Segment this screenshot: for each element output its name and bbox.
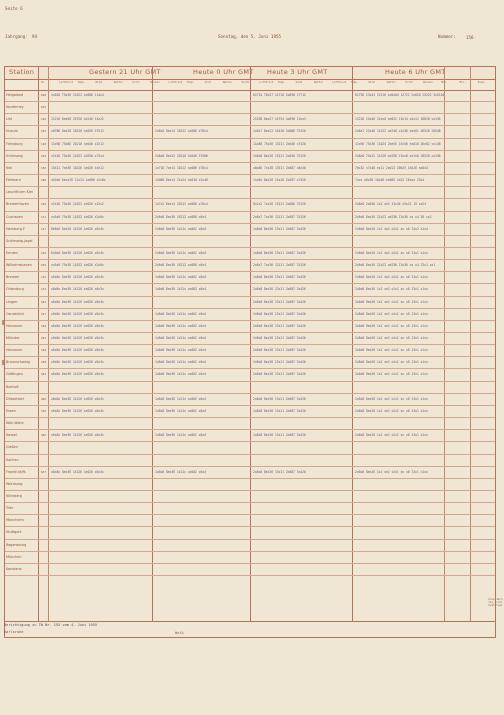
table-row [5, 539, 495, 552]
station-name: Husum [6, 129, 18, 134]
station-name: Mannheim [6, 518, 24, 523]
table-row [5, 150, 495, 163]
heute0-heading: Heute 0 Uhr GMT [193, 68, 254, 76]
station-number: 338 [41, 323, 47, 328]
table-row [5, 162, 495, 175]
station-name: Düsseldorf [6, 396, 25, 401]
table-row [5, 454, 495, 467]
heute3-values: 2x8x8 8ex36 13x11 2x087 3x426 [253, 433, 306, 438]
gestern-values: 11x98 75x86 20218 ie046 x2512 [51, 141, 104, 146]
station-name: Lingen [6, 299, 18, 304]
table-row [5, 429, 495, 442]
table-row [5, 113, 495, 126]
station-number: 133 [41, 287, 47, 292]
station-number: 028 [41, 93, 47, 97]
heute0-values: 2x8x8 8ex36 16212 xx086 x6x4 [155, 214, 206, 219]
station-name: Kassel [6, 433, 17, 438]
station-name: Leuchtturm Kiel [6, 190, 33, 195]
station-number: 410 [41, 408, 47, 413]
heute0-values: 1x8x8 8ex36 1x21x xx002 x6x4 [155, 372, 206, 377]
subheader-label: Luftdruck [59, 81, 74, 84]
station-name: Helgoland [6, 93, 24, 97]
heute0-values: 1x8x8 8ex36 1x21x xx002 x6x4 [155, 311, 206, 316]
station-number: 105 [41, 263, 47, 268]
heute0-values: 1x8x8 8ex36 1x21x xx002 x6x4 [155, 469, 206, 474]
station-name: Oldenburg [6, 287, 24, 292]
station-name: Braunschweig [6, 360, 30, 365]
table-row [5, 514, 495, 527]
station-name: Nürnberg [6, 494, 22, 499]
heute6-values: 2x8x8 8ex26 1x2 xe2 x2x1 xx x8 13x1 x1xx [355, 348, 428, 353]
heute3-values: 2x8x8 8ex36 13x11 2x087 3x426 [253, 360, 306, 365]
heute0-values: 1x8x8 8ex36 1x21x xx002 x6x4 [155, 360, 206, 365]
table-row [5, 235, 495, 248]
subheader-label: Luftdruck [168, 81, 183, 84]
gestern-values: x6x8x 8ex36 14126 ie026 x6x3x [51, 348, 104, 353]
heute6-values: 76x32 x7x40 ex11 2x012 20625 16x26 ax044 [355, 165, 428, 170]
gestern-values: x6x8x 8ex36 14126 ie026 x6x3x [51, 372, 104, 377]
subheader-label: Wind [204, 81, 212, 84]
table-row [5, 405, 495, 418]
gestern-values: 6e8x6 8ex26 14126 ie026 x6x3x [51, 226, 104, 231]
heute6-values: 11x90 75x36 11024 2xe55 15x50 ex010 26x62 xx146 [355, 141, 441, 146]
station-name: Hamburg-F [6, 226, 25, 231]
station-heading: Station [9, 68, 35, 76]
heute3-values: 2x8x8 8ex36 13x11 2x087 3x426 [253, 250, 306, 255]
table-row [5, 320, 495, 333]
station-name: Wilhelmshaven [6, 263, 32, 268]
heute3-values: 2x8x8 8ex36 13x11 2x087 3x426 [253, 299, 306, 304]
station-number: 400 [41, 396, 47, 401]
gestern-values: x0786 8ex28 10210 ie026 47512 [51, 129, 104, 134]
punch-mark [2, 320, 4, 325]
heute6-values: 2x8x8 8ex26 1x2 xe2 x2x1 xx x8 13x1 x1xx [355, 433, 428, 438]
station-number: 323 [41, 336, 47, 341]
subheader-label: Wetter [314, 81, 324, 84]
date-line: Sonntag, den 5. Juni 1955 [218, 34, 282, 39]
station-name: Münster [6, 336, 20, 341]
heute3-values: 01734 76x27 14710 2x098 17712 [253, 93, 306, 97]
gestern-values: x2x16 75x36 11022 x2050 x72x4 [51, 153, 104, 158]
heute6-values: 2x8x7 22x46 14122 xe248 x2x36 xex01 26520 26548 [355, 129, 441, 134]
heute0-values: 2x8x0 8ex14 10212 xx086 x76x4 [155, 129, 208, 134]
heute0-values: 2x8x8 8ex36 1x21x xx002 x6x4 [155, 226, 206, 231]
heute3-values: 2x8x8 8ex36 13x11 2x087 3x426 [253, 275, 306, 280]
gestern-values: x6x8x 8ex36 14126 ie026 x6x3x [51, 275, 104, 280]
observation-table [4, 89, 496, 622]
table-row [5, 332, 495, 345]
station-name: Aachen [6, 457, 19, 462]
subheader-label: Temp. [277, 81, 286, 84]
heute6-values: 01736 23x41 22116 ie0x04 12722 2x018 25222 3x5140 [355, 93, 445, 97]
table-row [5, 563, 495, 576]
station-name: Cuxhaven [6, 214, 23, 219]
heute3-values: x6x86 7xx38 13511 2x087 x8x36 [253, 165, 306, 170]
subheader-label: Sicht [241, 81, 249, 84]
heute3-values: 2x8x8 8ex36 13x11 2x087 3x426 [253, 226, 306, 231]
gestern-values: x2x16 75x36 11022 ie026 x12x2 [51, 202, 104, 207]
station-number: 162 [41, 153, 47, 158]
table-row [5, 198, 495, 211]
station-name: Konstanz [6, 566, 22, 571]
station-name: Köln-Wahn [6, 421, 24, 426]
heute0-values: 1x8x8 8ex36 1x21x xx002 x6x4 [155, 287, 206, 292]
station-number: 129 [41, 202, 47, 207]
heute3-values: 21338 8ex27 16734 4x098 13xx3 [253, 117, 306, 122]
station-name: Flensburg [6, 141, 23, 146]
station-name: Fehmarn [6, 178, 21, 183]
heute6-values: 2x8x8 8ex26 1x2 xe2 x2x1 xx x8 13x1 x1xx [355, 287, 428, 292]
subheader-label: Wind [95, 81, 102, 84]
gestern-values: x6x8x 8ex36 14126 ie026 x6x3x [51, 396, 104, 401]
station-number: 150 [41, 165, 47, 170]
heute3-values: 2x8x8 8ex36 13x11 2x087 3x426 [253, 396, 306, 401]
station-number: 131 [41, 214, 47, 219]
subheader-label: Wetter [223, 81, 233, 84]
nummer-value: 156 [466, 35, 474, 40]
subheader-label: Temp. [350, 81, 359, 84]
heute6-values: 2x8x8 8ex26 12x22 xe236 13x36 xx x4 26 xx2 [355, 214, 432, 219]
signature-mark: WetA [175, 631, 184, 635]
subheader-label: Luftdruck [259, 81, 274, 84]
side-note: Unverdäch- tig nicht bestätigt [488, 598, 504, 607]
heute3-values: 2x8x7 7xx36 13111 2x087 37426 [253, 214, 306, 219]
heute0-values: 1x7x2 8ex14 10212 xx086 x76x4 [155, 202, 208, 207]
table-row [5, 381, 495, 394]
table-row [5, 247, 495, 260]
subheader-label: Nr. [41, 81, 46, 84]
station-name: Göttingen [6, 372, 23, 377]
station-number: 348 [41, 360, 47, 365]
gestern-values: x6x8x 8ex36 14126 ie026 x6x3x [51, 287, 104, 292]
karlsruhe-line: Karlsruhe [4, 630, 24, 634]
station-number: 637 [41, 469, 47, 474]
station-name: Schleswig-Jagel [6, 238, 33, 243]
station-number: 444 [41, 372, 47, 377]
gestern-values: xx5x0 75x36 11022 ie026 x2x8x [51, 263, 104, 268]
heute3-values: 2x8x8 8ex36 13x11 2x087 3x426 [253, 408, 306, 413]
table-row [5, 502, 495, 515]
heute6-values: 2x8x8 75x22 14126 xe258 13xx8 xx2x8 18520 xx146 [355, 153, 441, 158]
heute6-values: 2x8x8 8ex26 1x2 xe2 x2x1 xx x8 13x1 x1xx [355, 396, 428, 401]
heute0-values: 1x8x8 8ex36 1x21x xx002 x6x4 [155, 275, 206, 280]
gestern-values: x6x8x 8ex36 14126 ie026 x6x3x [51, 336, 104, 341]
station-number: 102 [41, 250, 47, 255]
station-name: Schleswig [6, 153, 23, 158]
station-name: Emden [6, 250, 18, 255]
station-name: Stuttgart [6, 530, 22, 535]
heute6-values: 2x8x8 8ex26 1x2 xe2 x2x1 xx x8 13x1 x1xx [355, 323, 428, 328]
heute6-values: 2x8x0 2x046 1x2 xe2 13x34 x5x22 15 xx24 [355, 202, 426, 207]
heute6-values: 2x8x8 8ex26 1x2 xe2 x2x1 xx x8 13x1 x1xx [355, 372, 428, 377]
station-name: Essen [6, 408, 16, 413]
station-name: List [6, 117, 12, 122]
heute0-values: 1x8x8 8ex36 1x21x xx002 x6x4 [155, 408, 206, 413]
station-number: 110 [41, 141, 47, 146]
heute6-values: 2x8x8 8ex26 1x2 xe2 x2x1 xx x8 15x2 x1x4 [355, 226, 428, 231]
station-number: 317 [41, 311, 47, 316]
station-name: Regensburg [6, 542, 27, 547]
station-number: 338 [41, 348, 47, 353]
subheader-label: Temp. [77, 81, 86, 84]
gestern-values: 15411 7xe36 10226 ie026 4x512 [51, 165, 104, 170]
gestern-values: x6x8x 8ex36 14126 ie026 x6x3x [51, 360, 104, 365]
station-name: Trier [6, 506, 14, 511]
heute3-values: 2x8x8 8ex36 13x11 2x087 3x426 [253, 336, 306, 341]
station-number: 303 [41, 299, 47, 304]
heute3-values: 7xx8x 8ex26 14x10 2x087 x7426 [253, 178, 306, 183]
heute0-values: 2x8x8 8ex36 1x21x xx002 x6x4 [155, 250, 206, 255]
heute3-values: 2x8x8 8ex36 13x11 2x087 3x426 [253, 348, 306, 353]
gestern-values: x6x8x 8ex36 14126 ie026 x6x3x [51, 299, 104, 304]
gestern-values: xx018 75x36 11022 ie086 114x4 [51, 93, 104, 97]
heute0-values: 2x8x8 8ex22 10210 2x046 57506 [155, 153, 208, 158]
station-name: Bocholt [6, 384, 19, 389]
heute6-values: 2x8x8 8ex26 1x2 xe2 x2x1 xx x8 13x1 x1xx [355, 408, 428, 413]
subheader-label: Min. [459, 81, 466, 84]
gestern-values: 4x9x6 8exx26 11x24 ie086 x2x8x [51, 178, 106, 183]
station-number: 015 [41, 105, 47, 110]
gestern-values: x6x8x 8ex36 14126 ie026 x6x3x [51, 408, 104, 413]
station-name: Hannover [6, 323, 23, 328]
heute0-values: 1x8x8 8ex36 1x21x xx002 x6x4 [155, 336, 206, 341]
heute6-values: 2x8x8 8ex26 1x2 xe2 x2x1 xx x8 13x1 x1xx [355, 469, 428, 474]
heute6-heading: Heute 6 Uhr GMT [385, 68, 446, 76]
gestern-values: x6x8x 8ex36 14126 ie026 x6x3x [51, 433, 104, 438]
page-label: Seite 6 [5, 6, 23, 11]
gestern-values: 6x0x0 8ex36 14126 ie026 x6x3x [51, 250, 104, 255]
subheader-label: Wolken [150, 81, 160, 84]
gestern-values: 11216 8ex56 25726 xe246 14x22 [51, 117, 104, 122]
subheader-label: Nied. [477, 81, 486, 84]
heute3-values: 2x8x8 8ex36 13x11 2x087 3x426 [253, 323, 306, 328]
heute6-values: 2x8x8 8ex26 1x2 xe2 x2x1 xx x8 13x1 x1xx [355, 299, 428, 304]
punch-mark [2, 360, 4, 365]
subheader-label: Max. [441, 81, 448, 84]
heute0-values: 1x068 8ex14 11x24 xx010 x2x48 [155, 178, 208, 183]
gestern-values: xx5x0 75x36 11022 ie026 x2x8x [51, 214, 104, 219]
heute6-values: 2x8x8 8ex26 1x2 xe2 x2x1 xx x8 13x1 x1xx [355, 336, 428, 341]
heute0-values: 1x718 7xe14 10212 xx086 x76x4 [155, 165, 208, 170]
heute3-values: 2x8x7 8ex22 14410 2x086 37426 [253, 129, 306, 134]
table-row [5, 211, 495, 224]
jahrgang-value: 94 [32, 34, 38, 39]
station-name: Bremen [6, 275, 20, 280]
table-row [5, 138, 495, 151]
table-row [5, 466, 495, 479]
subheader-label: Wind [368, 81, 375, 84]
table-row [5, 344, 495, 357]
station-name: Frankfurt/M. [6, 469, 27, 474]
subheader-label: Sicht [132, 81, 140, 84]
heute6-values: 2x8x8 8ex26 1x2 xe2 x2x1 xx x8 13x1 x1xx [355, 250, 428, 255]
subheader-label: Luftdruck [332, 81, 347, 84]
heute3-values: 2x8x8 8ex36 13x11 2x087 3x426 [253, 469, 306, 474]
subheader-label: Sicht [405, 81, 413, 84]
subheader-label: Temp. [186, 81, 195, 84]
table-row [5, 478, 495, 491]
heute6-values: 2x8x8 8ex26 1x2 xe2 x2x1 xx x8 13x1 x1xx [355, 311, 428, 316]
station-number: 450 [41, 433, 47, 438]
heute6-values: 7xxx x8x36 10x46 ex085 2x22 18xxx 23x4 [355, 178, 425, 183]
station-name: Kiel [6, 165, 13, 170]
station-name: Bremerhaven [6, 202, 29, 207]
heute3-values: 2x8x8 8ex26 13111 2x046 37426 [253, 153, 306, 158]
gestern-values: x6x8x 8ex36 14126 ie026 x6x3x [51, 323, 104, 328]
station-name: Würzburg [6, 481, 23, 486]
heute3-values: 2x8x8 8ex36 13x11 2x087 3x426 [253, 287, 306, 292]
table-row [5, 283, 495, 296]
table-row [5, 417, 495, 430]
heute6-values: 2x8x8 8ex26 1x2 xe2 x2x1 xx x8 13x1 x1xx [355, 360, 428, 365]
heute3-values: 2x8x8 8ex36 13x11 2x087 3x426 [253, 311, 306, 316]
heute0-values: 1x8x8 8ex36 1x21x xx002 x6x4 [155, 396, 206, 401]
station-number: 120 [41, 117, 47, 122]
heute6-values: 2x8x8 8ex26 12x22 xe236 13x36 xx x4 13x1 xx1 [355, 263, 436, 268]
gestern-values: x6x8x 8ex36 14126 ie026 x6x3x [51, 311, 104, 316]
table-row [5, 101, 495, 114]
gestern-values: x6x8x 8ex36 14126 ie026 x6x3x [51, 469, 104, 474]
subheader-label: Wolken [423, 81, 433, 84]
heute3-values: 8x2x2 7xx26 13111 2x086 37426 [253, 202, 306, 207]
subheader-label: Wetter [386, 81, 397, 84]
subheader-label: Wetter [113, 81, 124, 84]
heute0-values: 2x8x8 8ex36 16212 xx086 x6x4 [155, 263, 206, 268]
jahrgang-label: Jahrgang: [5, 34, 28, 39]
station-name: Osnabrück [6, 311, 25, 316]
station-name: Norderney [6, 105, 24, 110]
berichtigung-line: Berichtigung zu TW Nr. 155 vom 4. Juni 1955 [4, 623, 98, 627]
station-number: 130 [41, 275, 47, 280]
station-number: 182 [41, 129, 47, 134]
heute0-values: 1x8x8 8ex36 1x21x xx002 x6x4 [155, 433, 206, 438]
heute6-values: 11216 22x46 12xx0 se052 13x14 x4s12 18828 xx145 [355, 117, 441, 122]
station-number: 147 [41, 226, 47, 231]
gestern-heading: Gestern 21 Uhr GMT [89, 68, 161, 76]
station-name: Gießen [6, 445, 19, 450]
heute6-values: 2x8x8 8ex26 1x2 xe2 x2x1 xx x8 13x1 x1xx [355, 275, 428, 280]
subheader-label: Wind [295, 81, 303, 84]
station-number: 180 [41, 178, 47, 183]
heute0-values: 1x8x8 8ex36 1x21x xx002 x6x4 [155, 323, 206, 328]
table-row [5, 551, 495, 564]
heute0-values: 1x8x8 8ex36 1x21x xx002 x6x4 [155, 348, 206, 353]
nummer-label: Nummer: [438, 34, 456, 39]
heute3-values: 2x8x7 7xx36 13111 2x087 37426 [253, 263, 306, 268]
table-row [5, 296, 495, 309]
station-name: München [6, 554, 22, 559]
table-row [5, 271, 495, 284]
station-name: Hannover [6, 348, 23, 353]
table-row [5, 186, 495, 199]
heute3-values: 2x8x8 8ex36 13x11 2x087 3x426 [253, 372, 306, 377]
table-row [5, 368, 495, 381]
heute3-values: 11x88 75x36 13211 2x046 x7426 [253, 141, 306, 146]
heute3-heading: Heute 3 Uhr GMT [267, 68, 328, 76]
